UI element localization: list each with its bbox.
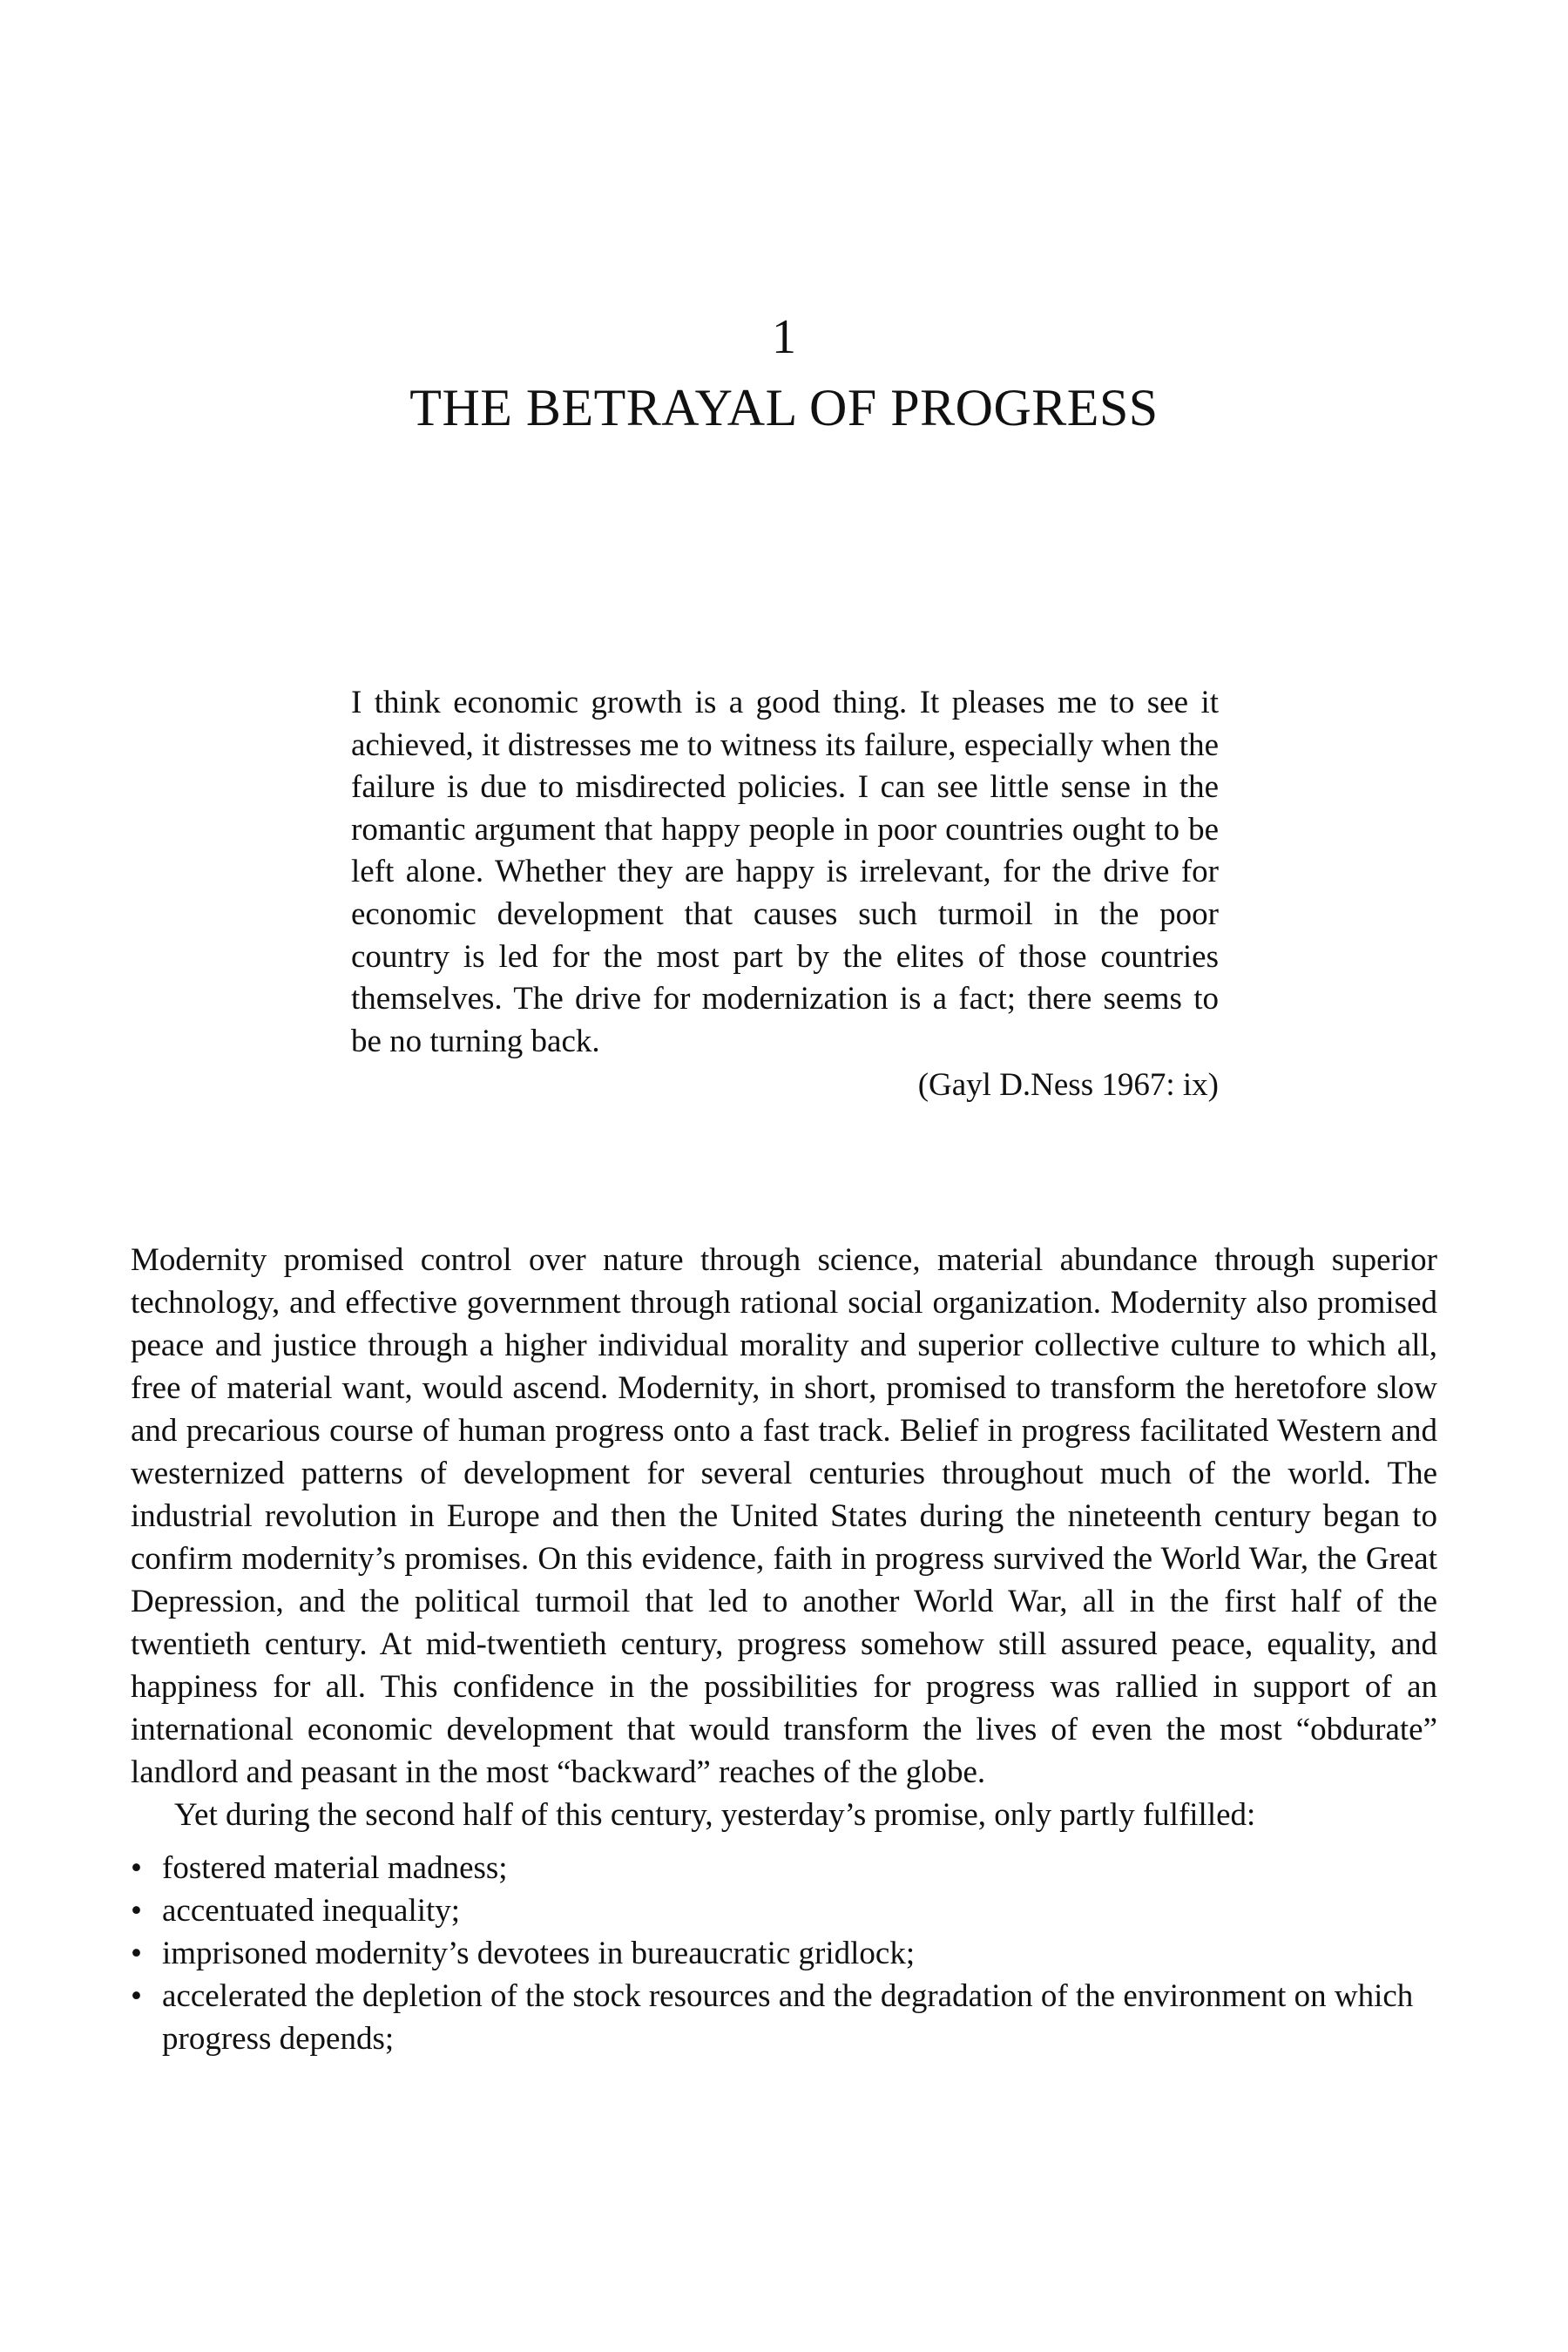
- bullet-icon: •: [131, 1893, 142, 1929]
- list-item: [131, 1975, 1437, 2060]
- epigraph-citation: (Gayl D.Ness 1967: ix): [917, 1067, 1219, 1104]
- list-item: [131, 1889, 1437, 1932]
- list-item-text: accentuated inequality;: [162, 1893, 461, 1929]
- bullet-icon: •: [131, 1850, 142, 1886]
- bullet-icon: •: [131, 1936, 142, 1971]
- body-text: [131, 1239, 1437, 2060]
- bullet-icon: •: [131, 1978, 142, 2014]
- bullet-list: [131, 1847, 1437, 2060]
- paragraph-2: Yet during the second half of this century, yesterday’s promise, only partly fulfilled:: [174, 1797, 1256, 1833]
- list-item: [131, 1932, 1437, 1975]
- list-item-text: accelerated the depletion of the stock resources and the degradation of the environment on which progress depends;: [162, 1978, 1414, 2057]
- list-item: [131, 1847, 1437, 1889]
- list-item-text: fostered material madness;: [162, 1850, 508, 1886]
- epigraph: [351, 682, 1219, 1108]
- chapter-number: 1: [772, 310, 796, 364]
- list-item-text: imprisoned modernity’s devotees in bureaucratic gridlock;: [162, 1936, 916, 1971]
- chapter-title: THE BETRAYAL OF PROGRESS: [409, 379, 1159, 436]
- epigraph-text: I think economic growth is a good thing. It pleases me to see it achieved, it distresses me to witness its failure, especially when the failure is due to misdirected policies. I can see little sense in the romantic argument that happy people in poor countries ought to be left alone. Whether they are happy is irrelevant, for the drive for economic development that causes such turmoil in the poor country is led for the most part by the elites of those countries themselves. The drive for modernization is a fact; there seems to be no turning back.: [351, 685, 1219, 1059]
- paragraph-1: Modernity promised control over nature through science, material abundance through superior technology, and effective government through rational social organization. Modernity also promised peace and justice through a higher individual morality and superior collective culture to which all, free of material want, would ascend. Modernity, in short, promised to transform the heretofore slow and precarious course of human progress onto a fast track. Belief in progress facilitated Western and westernized patterns of development for several centuries throughout much of the world. The industrial revolution in Europe and then the United States during the nineteenth century began to confirm modernity’s promises. On this evidence, faith in progress survived the World War, the Great Depression, and the political turmoil that led to another World War, all in the first half of the twentieth century. At mid-twentieth century, progress somehow still assured peace, equality, and happiness for all. This confidence in the possibilities for progress was rallied in support of an international economic development that would transform the lives of even the most “obdurate” landlord and peasant in the most “backward” reaches of the globe.: [131, 1242, 1437, 1790]
